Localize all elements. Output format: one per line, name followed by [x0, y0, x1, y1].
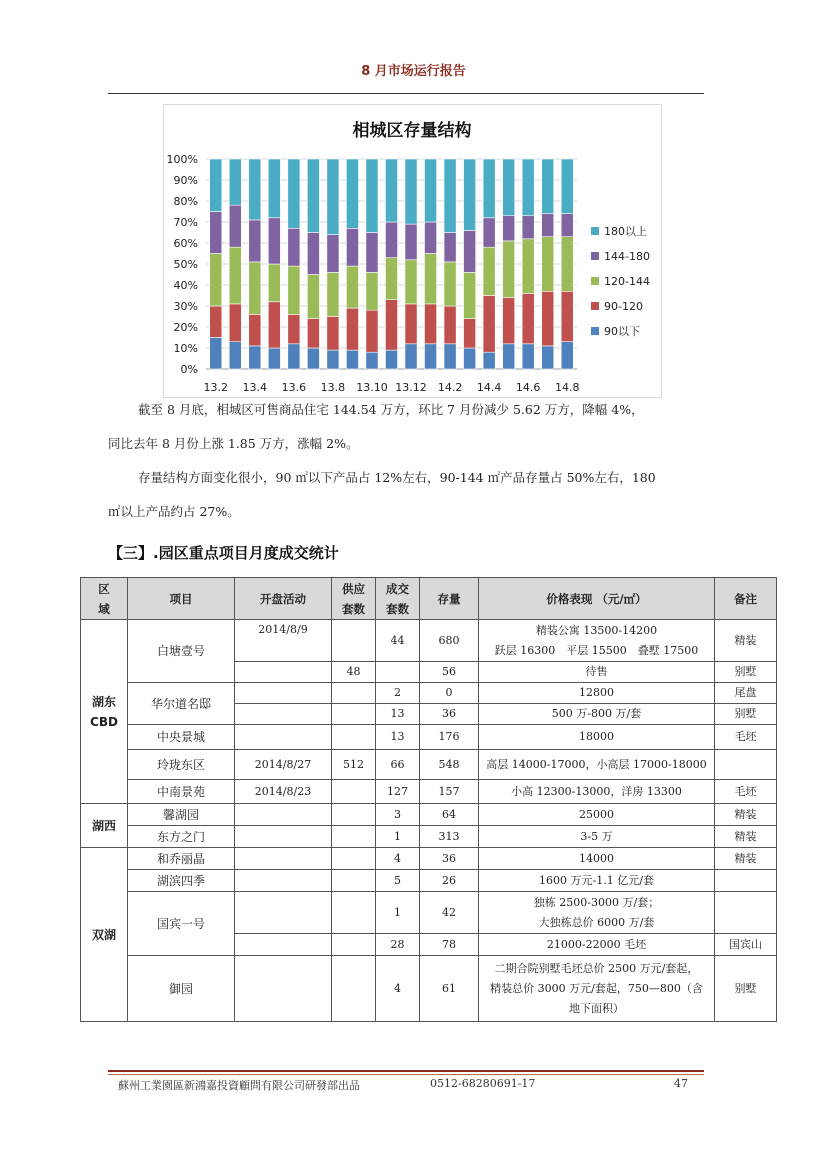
project-name: 中南景苑: [128, 780, 235, 804]
bar-segment: [229, 304, 241, 342]
y-tick-label: 10%: [173, 342, 198, 355]
bar-segment: [542, 159, 554, 214]
footer-company: 蘇州工業園區新鴻嘉投資顧問有限公司研發部出品: [118, 1079, 360, 1092]
price-cell: 21000-22000 毛坯: [479, 934, 715, 956]
bar-segment: [327, 235, 339, 273]
bar-segment: [366, 272, 378, 310]
bar-segment: [503, 344, 515, 369]
deal-count: 1: [376, 826, 420, 848]
header-project: 项目: [128, 578, 235, 620]
bar-segment: [542, 237, 554, 292]
page-number: 47: [674, 1077, 688, 1090]
bar-segment: [210, 338, 222, 370]
bar-segment: [229, 205, 241, 247]
table-row: [81, 848, 777, 870]
section-title: 【三】.园区重点项目月度成交统计: [108, 544, 339, 562]
legend-label: 90以下: [604, 325, 640, 338]
chart-legend: [591, 224, 650, 338]
bar-segment: [249, 346, 261, 369]
bar-segment: [307, 233, 319, 275]
bar-segment: [288, 266, 300, 314]
stock-count: 176: [420, 725, 479, 750]
table-row: [81, 956, 777, 1022]
bar-segment: [346, 266, 358, 308]
chart-title: 相城区存量结构: [352, 121, 472, 141]
table-row: [81, 804, 777, 826]
chart-y-ticks: [167, 153, 198, 376]
deal-count: 13: [376, 704, 420, 725]
y-tick-label: 20%: [173, 321, 198, 334]
bar-segment: [210, 306, 222, 338]
bar-segment: [424, 344, 436, 369]
bar-segment: [249, 159, 261, 220]
bar-segment: [561, 159, 573, 214]
x-tick-label: 14.4: [476, 381, 502, 394]
opening-date: [235, 683, 332, 704]
bar-segment: [249, 314, 261, 346]
y-tick-label: 50%: [173, 258, 198, 271]
bar-segment: [503, 298, 515, 344]
bar-segment: [366, 352, 378, 369]
bar-segment: [561, 237, 573, 292]
bar-segment: [327, 317, 339, 351]
price-cell: 独栋 2500-3000 万/套； 大独栋总价 6000 万/套: [479, 892, 715, 934]
bar-segment: [444, 262, 456, 306]
supply-count: [332, 704, 376, 725]
bar-segment: [483, 296, 495, 353]
stock-structure-chart: [163, 104, 662, 398]
bar-segment: [268, 302, 280, 348]
bar-segment: [346, 308, 358, 350]
stock-count: 78: [420, 934, 479, 956]
legend-swatch: [591, 302, 599, 310]
footer-divider-thin: [108, 1074, 704, 1075]
table-row: [81, 725, 777, 750]
footer: [118, 1077, 688, 1093]
bar-segment: [307, 275, 319, 319]
project-name: 白塘壹号: [128, 620, 235, 683]
bar-segment: [268, 159, 280, 218]
bar-segment: [542, 346, 554, 369]
region-hudong-cbd: 湖东 CBD: [81, 620, 128, 804]
bar-segment: [307, 348, 319, 369]
price-cell: 3-5 万: [479, 826, 715, 848]
x-tick-label: 13.4: [242, 381, 268, 394]
stock-count: 0: [420, 683, 479, 704]
legend-label: 144-180: [604, 250, 650, 263]
table-row: [81, 683, 777, 704]
opening-date: [235, 662, 332, 683]
bar-segment: [464, 230, 476, 272]
project-name: 国宾一号: [128, 892, 235, 956]
price-cell: 18000: [479, 725, 715, 750]
bar-segment: [366, 310, 378, 352]
price-cell: 500 万-800 万/套: [479, 704, 715, 725]
deal-count: 2: [376, 683, 420, 704]
bar-segment: [405, 304, 417, 344]
table-row: [81, 750, 777, 780]
supply-count: [332, 683, 376, 704]
opening-date: [235, 725, 332, 750]
bar-segment: [483, 247, 495, 295]
footer-divider: [108, 1070, 704, 1072]
deal-count: 66: [376, 750, 420, 780]
y-tick-label: 90%: [173, 174, 198, 187]
bar-segment: [268, 264, 280, 302]
bar-segment: [346, 159, 358, 228]
opening-date: [235, 704, 332, 725]
paragraph-2-line-1: 存量结构方面变化很小，90 ㎡以下产品占 12%左右，90-144 ㎡产品存量占 50%左右，180: [138, 470, 656, 485]
opening-date: [235, 826, 332, 848]
bar-segment: [288, 159, 300, 228]
bar-segment: [444, 159, 456, 233]
bar-segment: [210, 254, 222, 307]
bar-segment: [464, 159, 476, 230]
note-cell: 精装: [715, 848, 777, 870]
bar-segment: [327, 159, 339, 235]
opening-date: [235, 870, 332, 892]
paragraph-1-line-1: 截至 8 月底，相城区可售商品住宅 144.54 万方，环比 7 月份减少 5.62 万方，降幅 4%，: [138, 402, 644, 417]
footer-phone: 0512-68280691-17: [430, 1077, 536, 1090]
note-cell: 别墅: [715, 956, 777, 1022]
stock-count: 56: [420, 662, 479, 683]
chart-x-ticks: [204, 381, 580, 394]
note-cell: 别墅: [715, 704, 777, 725]
bar-segment: [346, 228, 358, 266]
y-tick-label: 30%: [173, 300, 198, 313]
supply-count: [332, 780, 376, 804]
supply-count: [332, 870, 376, 892]
header-divider: [108, 93, 704, 94]
x-tick-label: 14.6: [515, 381, 541, 394]
bar-segment: [307, 159, 319, 233]
header-note: 备注: [715, 578, 777, 620]
supply-count: 48: [332, 662, 376, 683]
bar-segment: [464, 319, 476, 348]
opening-date: [235, 848, 332, 870]
legend-label: 90-120: [604, 300, 643, 313]
chart-canvas: [164, 105, 661, 397]
bar-segment: [385, 159, 397, 222]
region-shuanghu: 双湖: [81, 848, 128, 1022]
bar-segment: [522, 344, 534, 369]
price-cell: 25000: [479, 804, 715, 826]
supply-count: [332, 934, 376, 956]
stock-count: 36: [420, 704, 479, 725]
header-deal: 成交 套数: [376, 578, 420, 620]
note-cell: 精装: [715, 620, 777, 662]
bar-segment: [346, 350, 358, 369]
bar-segment: [210, 159, 222, 212]
project-name: 中央景城: [128, 725, 235, 750]
bar-segment: [444, 233, 456, 262]
legend-swatch: [591, 252, 599, 260]
bar-segment: [268, 348, 280, 369]
bar-segment: [542, 291, 554, 346]
bar-segment: [385, 222, 397, 258]
table-row: [81, 780, 777, 804]
y-tick-label: 80%: [173, 195, 198, 208]
legend-label: 120-144: [604, 275, 650, 288]
supply-count: [332, 725, 376, 750]
project-transaction-table: [80, 577, 777, 1022]
bar-segment: [522, 239, 534, 294]
deal-count: 44: [376, 620, 420, 662]
bar-segment: [483, 218, 495, 247]
bar-segment: [444, 344, 456, 369]
x-tick-label: 14.8: [554, 381, 580, 394]
bar-segment: [268, 218, 280, 264]
bar-segment: [522, 159, 534, 216]
bar-segment: [385, 350, 397, 369]
paragraph-1-line-2: 同比去年 8 月份上涨 1.85 万方，涨幅 2%。: [108, 436, 359, 451]
header-stock: 存量: [420, 578, 479, 620]
bar-segment: [424, 304, 436, 344]
bar-segment: [503, 216, 515, 241]
stock-count: 64: [420, 804, 479, 826]
price-cell: 小高 12300-13000，洋房 13300: [479, 780, 715, 804]
price-cell: 二期合院别墅毛坯总价 2500 万元/套起， 精装总价 3000 万元/套起，750—800（含 地下面积）: [479, 956, 715, 1022]
opening-date: [235, 892, 332, 934]
bar-segment: [327, 272, 339, 316]
legend-swatch: [591, 327, 599, 335]
y-tick-label: 0%: [180, 363, 198, 376]
stock-count: 548: [420, 750, 479, 780]
bar-segment: [424, 159, 436, 222]
price-cell: 高层 14000-17000，小高层 17000-18000: [479, 750, 715, 780]
bar-segment: [229, 342, 241, 369]
opening-date: [235, 956, 332, 1022]
opening-date: 2014/8/9: [235, 620, 332, 662]
opening-date: [235, 934, 332, 956]
bar-segment: [483, 159, 495, 218]
project-name: 和乔丽晶: [128, 848, 235, 870]
y-tick-label: 60%: [173, 237, 198, 250]
deal-count: 13: [376, 725, 420, 750]
x-tick-label: 13.2: [203, 381, 229, 394]
bar-segment: [503, 241, 515, 298]
table-row: [81, 620, 777, 662]
supply-count: [332, 848, 376, 870]
note-cell: 国宾山: [715, 934, 777, 956]
bar-segment: [444, 306, 456, 344]
x-tick-label: 14.2: [437, 381, 463, 394]
x-tick-label: 13.6: [281, 381, 307, 394]
deal-count: 3: [376, 804, 420, 826]
note-cell: 毛坯: [715, 780, 777, 804]
bar-segment: [385, 258, 397, 300]
legend-label: 180以上: [604, 225, 647, 238]
bar-segment: [307, 319, 319, 348]
supply-count: [332, 826, 376, 848]
note-cell: 别墅: [715, 662, 777, 683]
stock-count: 61: [420, 956, 479, 1022]
note-cell: 精装: [715, 826, 777, 848]
supply-count: [332, 804, 376, 826]
deal-count: 1: [376, 892, 420, 934]
deal-count: 28: [376, 934, 420, 956]
legend-swatch: [591, 277, 599, 285]
header-supply: 供应 套数: [332, 578, 376, 620]
bar-segment: [327, 350, 339, 369]
opening-date: 2014/8/27: [235, 750, 332, 780]
table-header-row: [81, 578, 777, 620]
opening-date: 2014/8/23: [235, 780, 332, 804]
header-region: 区 域: [81, 578, 128, 620]
bar-segment: [210, 212, 222, 254]
bar-segment: [249, 262, 261, 315]
bar-segment: [424, 254, 436, 304]
deal-count: 5: [376, 870, 420, 892]
bar-segment: [405, 344, 417, 369]
x-tick-label: 13.12: [395, 381, 427, 394]
bar-segment: [385, 300, 397, 350]
price-cell: 精装公寓 13500-14200 跃层 16300 平层 15500 叠墅 17500: [479, 620, 715, 662]
bar-segment: [464, 272, 476, 318]
opening-date: [235, 804, 332, 826]
x-tick-label: 13.8: [320, 381, 346, 394]
bar-segment: [366, 233, 378, 273]
legend-swatch: [591, 227, 599, 235]
y-tick-label: 70%: [173, 216, 198, 229]
supply-count: 512: [332, 750, 376, 780]
bar-segment: [288, 344, 300, 369]
paragraph-2-line-2: ㎡以上产品约占 27%。: [108, 504, 240, 519]
stock-count: 313: [420, 826, 479, 848]
bar-segment: [405, 224, 417, 260]
stock-count: 36: [420, 848, 479, 870]
bar-segment: [522, 216, 534, 239]
stock-count: 680: [420, 620, 479, 662]
note-cell: 毛坯: [715, 725, 777, 750]
bar-segment: [405, 159, 417, 224]
table-row: [81, 826, 777, 848]
note-cell: 精装: [715, 804, 777, 826]
bar-segment: [249, 220, 261, 262]
price-cell: 14000: [479, 848, 715, 870]
project-name: 御园: [128, 956, 235, 1022]
deal-count: [376, 662, 420, 683]
y-tick-label: 40%: [173, 279, 198, 292]
project-name: 华尔道名邸: [128, 683, 235, 725]
stock-count: 26: [420, 870, 479, 892]
bar-segment: [561, 342, 573, 369]
bar-segment: [561, 291, 573, 341]
table-row: [81, 892, 777, 934]
bar-segment: [288, 228, 300, 266]
bar-segment: [503, 159, 515, 216]
bar-segment: [483, 352, 495, 369]
price-cell: 12800: [479, 683, 715, 704]
header-price: 价格表现 （元/㎡）: [479, 578, 715, 620]
bar-segment: [522, 293, 534, 343]
project-name: 湖滨四季: [128, 870, 235, 892]
note-cell: 尾盘: [715, 683, 777, 704]
bar-segment: [542, 214, 554, 237]
bar-segment: [288, 314, 300, 343]
bar-segment: [229, 247, 241, 304]
deal-count: 4: [376, 956, 420, 1022]
table-row: [81, 870, 777, 892]
page-header-title: 8 月市场运行报告: [361, 64, 466, 79]
bar-segment: [561, 214, 573, 237]
x-tick-label: 13.10: [356, 381, 388, 394]
project-name: 馨湖园: [128, 804, 235, 826]
stock-count: 42: [420, 892, 479, 934]
price-cell: 1600 万元-1.1 亿元/套: [479, 870, 715, 892]
bar-segment: [229, 159, 241, 205]
header-opening: 开盘活动: [235, 578, 332, 620]
bar-segment: [405, 260, 417, 304]
supply-count: [332, 892, 376, 934]
stock-count: 157: [420, 780, 479, 804]
region-huxi: 湖西: [81, 804, 128, 848]
bar-segment: [464, 348, 476, 369]
note-cell: [715, 892, 777, 934]
project-name: 玲珑东区: [128, 750, 235, 780]
deal-count: 4: [376, 848, 420, 870]
supply-count: [332, 956, 376, 1022]
price-cell: 待售: [479, 662, 715, 683]
note-cell: [715, 870, 777, 892]
bar-segment: [424, 222, 436, 254]
note-cell: [715, 750, 777, 780]
bar-segment: [366, 159, 378, 233]
y-tick-label: 100%: [166, 153, 198, 166]
deal-count: 127: [376, 780, 420, 804]
supply-count: [332, 620, 376, 662]
project-name: 东方之门: [128, 826, 235, 848]
